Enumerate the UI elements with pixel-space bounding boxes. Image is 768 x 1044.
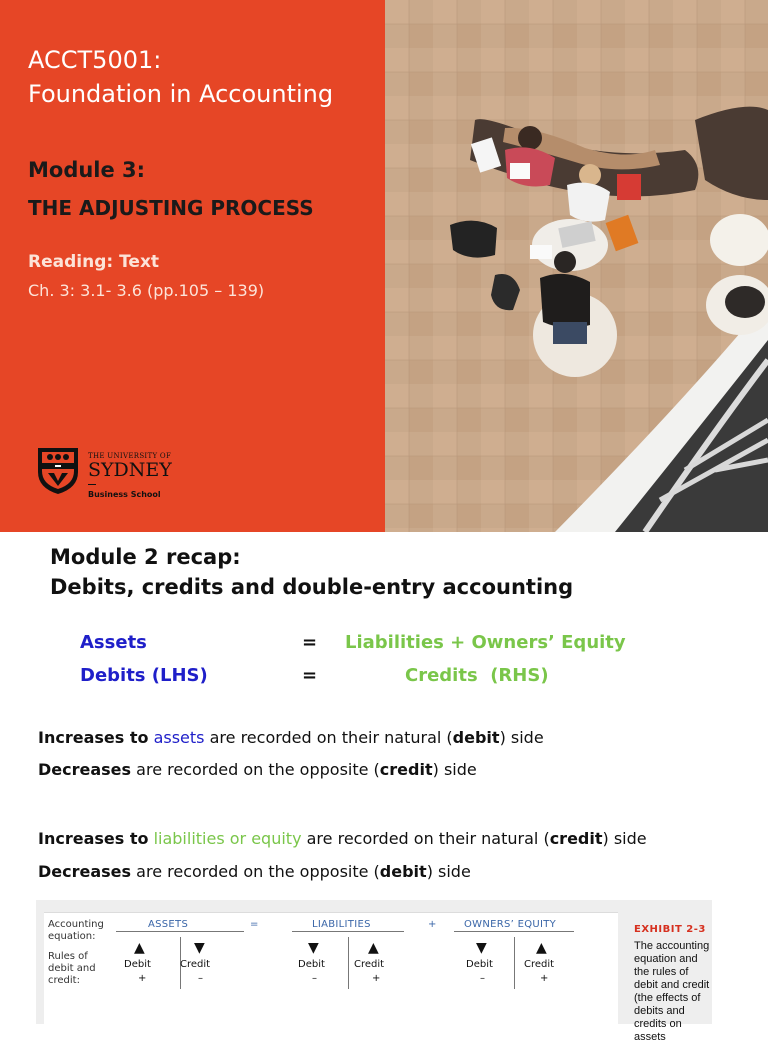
recap-title-line1: Module 2 recap: — [50, 545, 241, 569]
title-panel — [0, 0, 385, 532]
rule-text: are recorded on the opposite ( — [136, 760, 380, 779]
exhibit-equity-credit-sign: + — [540, 973, 549, 984]
exhibit-figure — [36, 900, 712, 1043]
exhibit-equity-divider — [514, 937, 515, 989]
rule-keyword-credit: credit — [549, 829, 603, 848]
recap-title — [50, 542, 573, 602]
exhibit-diagram — [44, 912, 618, 1025]
exhibit-plus: + — [428, 919, 437, 930]
exhibit-liabilities-divider — [348, 937, 349, 989]
rule-assets-increase — [38, 728, 544, 747]
recap-slide — [0, 532, 768, 1043]
rule-text: ) side — [432, 760, 477, 779]
campus-photo — [385, 0, 768, 532]
exhibit-equity-debit: Debit — [466, 959, 493, 970]
exhibit-equity-debit-sign: – — [480, 973, 485, 984]
exhibit-rules-label-2: debit and — [48, 963, 96, 974]
rule-text: ) side — [426, 862, 471, 881]
exhibit-liabilities-credit: Credit — [354, 959, 385, 970]
equation-assets: Assets — [80, 632, 147, 653]
course-name: Foundation in Accounting — [28, 80, 334, 108]
rule-text: Increases to — [38, 829, 149, 848]
exhibit-assets-underline — [116, 931, 244, 932]
course-code: ACCT5001: — [28, 46, 162, 74]
exhibit-assets-debit: Debit — [124, 959, 151, 970]
arrow-up-icon: ▲ — [368, 940, 379, 956]
exhibit-assets-credit: Credit — [180, 959, 211, 970]
exhibit-liabilities-debit: Debit — [298, 959, 325, 970]
recap-title-line2: Debits, credits and double-entry accounting — [50, 575, 574, 599]
exhibit-eq-label-1: Accounting — [48, 919, 104, 930]
exhibit-equity-underline — [454, 931, 574, 932]
exhibit-equals: = — [250, 919, 259, 930]
exhibit-rules-label — [48, 951, 96, 987]
equation-debits: Debits (LHS) — [80, 665, 208, 686]
exhibit-rules-label-1: Rules of — [48, 951, 88, 962]
university-logo — [36, 446, 176, 506]
logo-line2: SYDNEY — [88, 459, 172, 481]
rule-text: are recorded on their natural ( — [306, 829, 550, 848]
exhibit-assets-debit-sign: + — [138, 973, 147, 984]
rule-liabilities-increase — [38, 829, 647, 848]
students-photo-illustration — [385, 0, 768, 532]
logo-line1: THE UNIVERSITY OF — [88, 452, 172, 460]
rule-liabilities-decrease — [38, 862, 471, 881]
rule-keyword-debit: debit — [379, 862, 427, 881]
equation-credits: Credits (RHS) — [405, 665, 549, 686]
arrow-up-icon: ▲ — [536, 940, 547, 956]
exhibit-equity-heading: OWNERS’ EQUITY — [464, 919, 557, 930]
exhibit-rules-label-3: credit: — [48, 975, 80, 986]
rule-text: are recorded on their natural ( — [209, 728, 453, 747]
arrow-down-icon: ▼ — [194, 940, 205, 956]
equation-equals-2: = — [302, 665, 318, 686]
rule-text: Decreases — [38, 862, 132, 881]
exhibit-eq-label — [48, 919, 104, 943]
exhibit-liabilities-underline — [292, 931, 404, 932]
module-title: THE ADJUSTING PROCESS — [28, 196, 314, 220]
arrow-down-icon: ▼ — [308, 940, 319, 956]
exhibit-caption: The accounting equation and the rules of debit and credit (the effects of debits and credits on assets — [634, 940, 710, 1043]
arrow-down-icon: ▼ — [476, 940, 487, 956]
exhibit-eq-label-2: equation: — [48, 931, 96, 942]
module-number: Module 3: — [28, 158, 146, 182]
rule-keyword-credit: credit — [379, 760, 433, 779]
reading-chapter: Ch. 3: 3.1- 3.6 (pp.105 – 139) — [28, 281, 265, 300]
equation-equals-1: = — [302, 632, 318, 653]
exhibit-assets-credit-sign: – — [198, 973, 203, 984]
exhibit-title: EXHIBIT 2-3 — [634, 924, 706, 935]
rule-text: Increases to — [38, 728, 149, 747]
exhibit-equity-credit: Credit — [524, 959, 555, 970]
rule-assets-decrease — [38, 760, 477, 779]
logo-line3: Business School — [88, 490, 161, 499]
rule-highlight-liabilities: liabilities or equity — [153, 829, 302, 848]
arrow-up-icon: ▲ — [134, 940, 145, 956]
rule-keyword-debit: debit — [452, 728, 500, 747]
equation-liabilities-equity: Liabilities + Owners’ Equity — [345, 632, 626, 653]
rule-text: ) side — [602, 829, 647, 848]
logo-rule — [88, 484, 96, 485]
university-crest-icon — [36, 446, 80, 496]
exhibit-liabilities-heading: LIABILITIES — [312, 919, 371, 930]
rule-text: are recorded on the opposite ( — [136, 862, 380, 881]
rule-highlight-assets: assets — [153, 728, 205, 747]
exhibit-liabilities-debit-sign: – — [312, 973, 317, 984]
exhibit-liabilities-credit-sign: + — [372, 973, 381, 984]
exhibit-assets-heading: ASSETS — [148, 919, 189, 930]
reading-label: Reading: Text — [28, 252, 160, 272]
rule-text: ) side — [499, 728, 544, 747]
rule-text: Decreases — [38, 760, 132, 779]
